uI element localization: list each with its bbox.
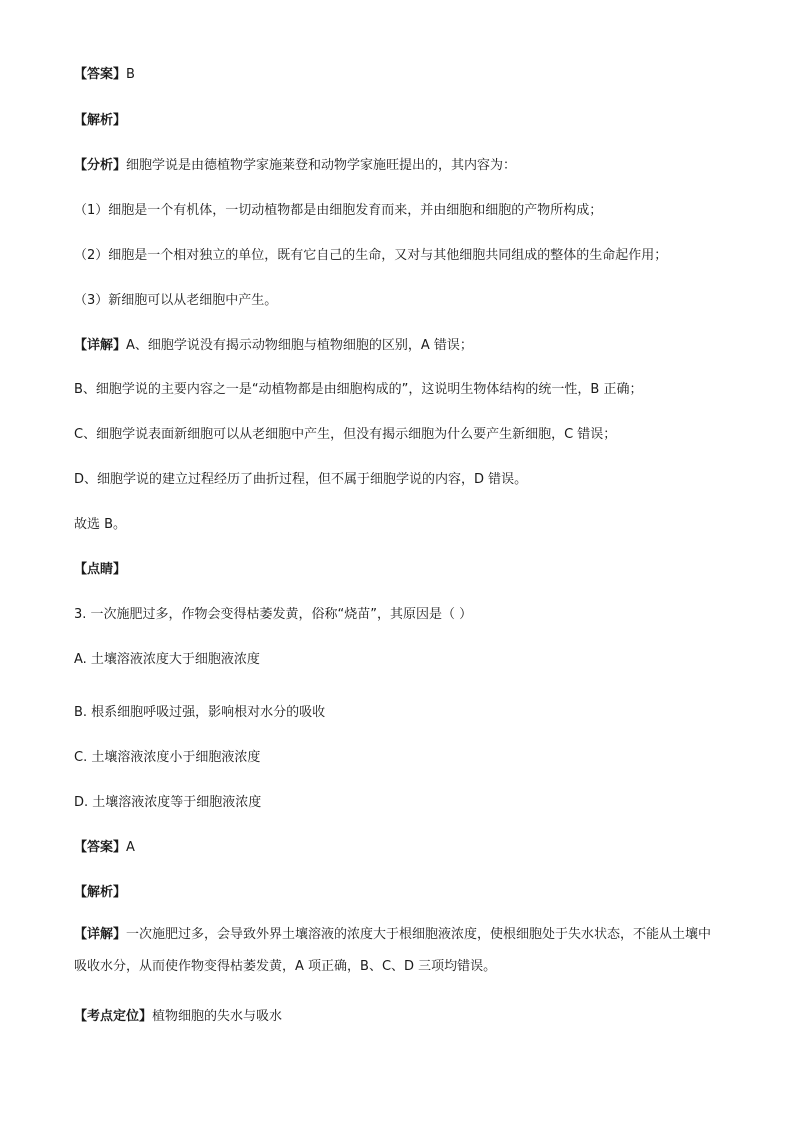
question-3-stem: 3. 一次施肥过多，作物会变得枯萎发黄，俗称“烧苗”，其原因是（ ）: [74, 607, 473, 622]
detail-c: C、细胞学说表面新细胞可以从老细胞中产生，但没有揭示细胞为什么要产生新细胞，C 错误；: [74, 427, 617, 442]
answer-line-2: [74, 841, 135, 854]
detail-a: A、细胞学说没有揭示动物细胞与植物细胞的区别，A 错误；: [126, 338, 473, 353]
answer-value-2: A: [126, 840, 135, 855]
fenxi-text: 细胞学说是由德植物学家施莱登和动物学家施旺提出的，其内容为：: [126, 158, 517, 173]
point-2: （2）细胞是一个相对独立的单位，既有它自己的生命，又对与其他细胞共同组成的整体的生命起作用；: [74, 248, 668, 263]
detail-d: D、细胞学说的建立过程经历了曲折过程，但不属于细胞学说的内容，D 错误。: [74, 472, 528, 487]
analysis-heading-2: [74, 886, 126, 899]
analysis-tag-2: 【解析】: [74, 885, 127, 900]
detail-b: B、细胞学说的主要内容之一是“动植物都是由细胞构成的”，这说明生物体结构的统一性，B 正确；: [74, 382, 643, 397]
answer-value: B: [126, 67, 135, 82]
conclusion: 故选 B。: [74, 517, 127, 532]
dianjing-heading: [74, 563, 126, 576]
detail-text-2: 一次施肥过多，会导致外界土壤溶液的浓度大于根细胞液浓度，使根细胞处于失水状态，不能从土壤中吸收水分，从而使作物变得枯萎发黄，A 项正确，B、C、D 三项均错误。: [74, 927, 712, 974]
kaodian-text: 植物细胞的失水与吸水: [152, 1009, 283, 1024]
fenxi-line: [74, 159, 516, 172]
detail-tag-2: 【详解】: [74, 927, 127, 942]
analysis-heading-1: [74, 114, 126, 127]
option-c: C. 土壤溶液浓度小于细胞液浓度: [74, 750, 261, 765]
detail-tag: 【详解】: [74, 338, 127, 353]
point-3: （3）新细胞可以从老细胞中产生。: [74, 293, 278, 308]
answer-tag-2: 【答案】: [74, 840, 127, 855]
analysis-tag: 【解析】: [74, 113, 127, 128]
kaodian-tag: 【考点定位】: [74, 1009, 153, 1024]
point-1: （1）细胞是一个有机体，一切动植物都是由细胞发育而来，并由细胞和细胞的产物所构成；: [74, 203, 603, 218]
detail-paragraph-2: [74, 919, 724, 983]
kaodian-line: [74, 1010, 282, 1023]
dianjing-tag: 【点睛】: [74, 562, 127, 577]
detail-a-line: [74, 339, 473, 352]
answer-tag: 【答案】: [74, 67, 127, 82]
answer-line-1: [74, 68, 135, 81]
fenxi-tag: 【分析】: [74, 158, 127, 173]
option-d: D. 土壤溶液浓度等于细胞液浓度: [74, 795, 262, 810]
option-b: B. 根系细胞呼吸过强，影响根对水分的吸收: [74, 705, 326, 720]
option-a: A. 土壤溶液浓度大于细胞液浓度: [74, 652, 260, 667]
